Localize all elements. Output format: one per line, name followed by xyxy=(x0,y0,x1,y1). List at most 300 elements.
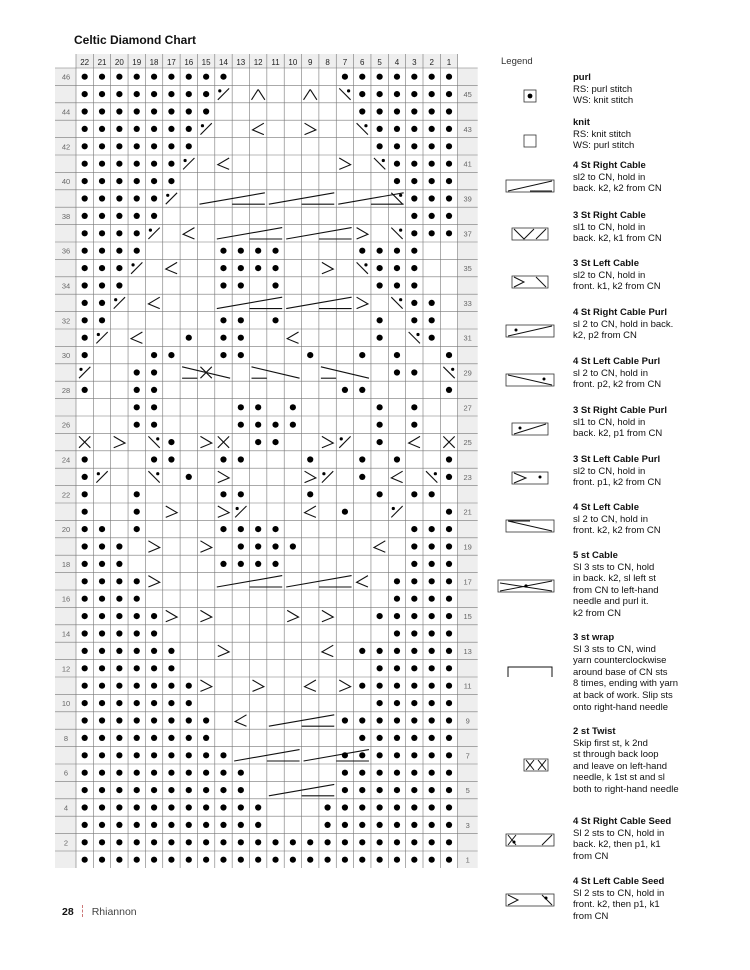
purl-stitch xyxy=(377,91,383,97)
purl-stitch xyxy=(238,543,244,549)
cable-symbol xyxy=(322,610,333,621)
purl-stitch xyxy=(82,509,88,515)
purl-stitch xyxy=(168,735,174,741)
purl-stitch xyxy=(99,248,105,254)
cable-symbol xyxy=(357,576,368,587)
cable-symbol xyxy=(114,436,125,447)
purl-stitch xyxy=(116,248,122,254)
row-number-odd: 19 xyxy=(463,542,472,552)
purl-stitch xyxy=(82,526,88,532)
purl-stitch xyxy=(307,456,313,462)
purl-stitch xyxy=(186,857,192,863)
purl-stitch xyxy=(203,822,209,828)
purl-stitch xyxy=(82,91,88,97)
purl-stitch xyxy=(82,108,88,114)
purl-stitch xyxy=(134,230,140,236)
purl-stitch xyxy=(290,543,296,549)
purl-stitch xyxy=(186,474,192,480)
purl-stitch xyxy=(220,770,226,776)
purl-stitch xyxy=(394,265,400,271)
purl-stitch xyxy=(342,387,348,393)
purl-stitch xyxy=(134,143,140,149)
purl-stitch xyxy=(82,248,88,254)
purl-stitch xyxy=(255,857,261,863)
legend-title: Legend xyxy=(501,56,533,67)
purl-stitch xyxy=(446,804,452,810)
legend-entry-description: back. k2, then p1, k1 xyxy=(573,839,661,851)
row-number-odd: 43 xyxy=(463,124,472,134)
purl-stitch xyxy=(429,735,435,741)
purl-stitch xyxy=(394,108,400,114)
purl-stitch xyxy=(342,74,348,80)
purl-stitch xyxy=(186,683,192,689)
purl-stitch xyxy=(220,335,226,341)
cable-symbol xyxy=(322,262,333,273)
purl-stitch xyxy=(99,717,105,723)
purl-stitch xyxy=(203,108,209,114)
row-number-even: 14 xyxy=(61,629,71,639)
purl-stitch xyxy=(429,839,435,845)
row-number-even: 22 xyxy=(61,490,71,500)
purl-stitch xyxy=(429,91,435,97)
purl-stitch xyxy=(116,230,122,236)
purl-stitch xyxy=(394,665,400,671)
purl-stitch xyxy=(82,352,88,358)
row-number-even: 36 xyxy=(61,246,71,256)
purl-stitch xyxy=(429,143,435,149)
purl-stitch xyxy=(116,74,122,80)
legend-entry-description: onto right-hand needle xyxy=(573,701,669,713)
purl-stitch xyxy=(82,770,88,776)
purl-stitch xyxy=(82,822,88,828)
cable-4-left-purl-symbol xyxy=(496,366,564,396)
purl-stitch xyxy=(394,752,400,758)
purl-stitch xyxy=(411,700,417,706)
column-number: 13 xyxy=(236,58,246,67)
purl-stitch xyxy=(359,74,365,80)
column-number: 7 xyxy=(342,58,348,67)
purl-stitch xyxy=(342,839,348,845)
purl-stitch xyxy=(446,108,452,114)
purl-stitch xyxy=(151,648,157,654)
purl-stitch xyxy=(394,735,400,741)
purl-stitch xyxy=(99,857,105,863)
purl-stitch xyxy=(116,770,122,776)
purl-stitch xyxy=(168,456,174,462)
purl-stitch xyxy=(411,248,417,254)
row-number-even: 24 xyxy=(61,455,71,465)
purl-stitch xyxy=(429,543,435,549)
purl-stitch xyxy=(203,804,209,810)
legend-entry-description: RS: knit stitch xyxy=(573,128,632,140)
purl-stitch xyxy=(186,787,192,793)
purl-stitch xyxy=(411,74,417,80)
row-number-even: 30 xyxy=(61,351,71,361)
purl-stitch xyxy=(238,335,244,341)
purl-stitch xyxy=(359,857,365,863)
cable-purl-dot xyxy=(236,507,239,510)
purl-stitch xyxy=(82,543,88,549)
purl-stitch xyxy=(429,126,435,132)
purl-stitch xyxy=(151,683,157,689)
row-number-odd: 3 xyxy=(465,820,470,830)
purl-stitch xyxy=(186,108,192,114)
purl-stitch xyxy=(446,630,452,636)
purl-stitch xyxy=(99,561,105,567)
purl-stitch xyxy=(411,213,417,219)
cable-purl-dot xyxy=(149,229,152,232)
column-number: 1 xyxy=(446,58,452,67)
column-number: 5 xyxy=(377,58,382,67)
cable-symbol xyxy=(253,123,264,134)
purl-stitch xyxy=(394,613,400,619)
purl-stitch xyxy=(359,787,365,793)
purl-stitch xyxy=(82,195,88,201)
purl-stitch xyxy=(377,265,383,271)
purl-stitch xyxy=(411,317,417,323)
purl-stitch xyxy=(446,126,452,132)
purl-stitch xyxy=(411,857,417,863)
purl-stitch xyxy=(151,822,157,828)
purl-stitch xyxy=(446,509,452,515)
cable-symbol xyxy=(200,610,211,621)
purl-stitch xyxy=(99,630,105,636)
cable-symbol xyxy=(148,297,159,308)
legend-text xyxy=(573,258,743,293)
cable-purl-dot xyxy=(79,368,82,371)
purl-stitch xyxy=(151,126,157,132)
purl-stitch xyxy=(151,839,157,845)
purl-stitch xyxy=(82,178,88,184)
purl-stitch xyxy=(411,822,417,828)
row-number-even: 12 xyxy=(61,664,71,674)
cable-3-left-symbol xyxy=(496,268,564,298)
purl-stitch xyxy=(116,126,122,132)
row-number-odd: 17 xyxy=(463,577,472,587)
purl-stitch xyxy=(134,161,140,167)
row-number-odd: 11 xyxy=(463,681,472,691)
legend-entry-name: 3 st wrap xyxy=(573,632,615,643)
row-number-even: 2 xyxy=(63,838,69,848)
row-number-odd: 23 xyxy=(463,472,472,482)
purl-stitch xyxy=(134,752,140,758)
cable-symbol xyxy=(391,471,402,482)
legend-entry-name: 4 St Right Cable Purl xyxy=(573,307,667,318)
purl-stitch xyxy=(238,839,244,845)
purl-stitch xyxy=(411,195,417,201)
purl-stitch xyxy=(377,248,383,254)
purl-stitch xyxy=(186,735,192,741)
cable-symbol xyxy=(357,297,368,308)
purl-stitch xyxy=(134,613,140,619)
purl-stitch xyxy=(168,857,174,863)
purl-stitch xyxy=(342,804,348,810)
row-number-even: 42 xyxy=(61,142,71,152)
purl-stitch xyxy=(359,752,365,758)
purl-stitch xyxy=(82,474,88,480)
celtic-diamond-chart xyxy=(55,50,480,868)
purl-stitch xyxy=(394,282,400,288)
legend-entry-name: 3 St Right Cable xyxy=(573,210,646,221)
row-number-odd: 13 xyxy=(463,646,472,656)
purl-stitch xyxy=(272,282,278,288)
purl-stitch xyxy=(82,804,88,810)
purl-stitch xyxy=(151,456,157,462)
purl-stitch xyxy=(82,456,88,462)
purl-stitch xyxy=(82,265,88,271)
purl-stitch xyxy=(134,422,140,428)
legend-entry-description: Sl 3 sts to CN, wind xyxy=(573,643,656,655)
purl-stitch xyxy=(359,717,365,723)
purl-stitch xyxy=(394,578,400,584)
legend-entry-description: in back. k2, sl left st xyxy=(573,573,656,585)
column-number: 6 xyxy=(360,58,365,67)
purl-stitch xyxy=(238,857,244,863)
purl-stitch xyxy=(377,143,383,149)
purl-stitch xyxy=(238,352,244,358)
purl-stitch xyxy=(220,561,226,567)
row-number-even: 4 xyxy=(63,803,69,813)
row-number-odd: 15 xyxy=(463,612,472,622)
purl-stitch xyxy=(411,665,417,671)
purl-stitch xyxy=(411,648,417,654)
purl-stitch xyxy=(411,543,417,549)
purl-stitch xyxy=(446,578,452,584)
purl-stitch xyxy=(411,561,417,567)
purl-stitch xyxy=(238,282,244,288)
purl-stitch xyxy=(446,770,452,776)
purl-stitch xyxy=(168,143,174,149)
purl-stitch xyxy=(116,683,122,689)
purl-stitch xyxy=(99,839,105,845)
page-number: 28 xyxy=(62,906,74,918)
wrap-3-symbol xyxy=(496,657,564,687)
cable-symbol xyxy=(166,610,177,621)
purl-stitch xyxy=(429,665,435,671)
legend-entry-description: back. k2, k1 from CN xyxy=(573,233,662,245)
purl-stitch xyxy=(411,404,417,410)
column-number: 14 xyxy=(219,58,228,67)
purl-stitch xyxy=(134,596,140,602)
cable-purl-dot xyxy=(451,368,454,371)
purl-stitch xyxy=(186,126,192,132)
running-title: Rhiannon xyxy=(91,906,137,918)
row-number-odd: 45 xyxy=(463,90,472,100)
purl-stitch xyxy=(446,717,452,723)
purl-stitch xyxy=(220,352,226,358)
purl-stitch xyxy=(272,857,278,863)
column-number: 21 xyxy=(97,58,107,67)
legend-text xyxy=(573,160,743,195)
purl-stitch xyxy=(377,282,383,288)
purl-stitch xyxy=(220,857,226,863)
legend-entry-name: 5 st Cable xyxy=(573,550,618,561)
cable-symbol xyxy=(166,262,177,273)
purl-stitch xyxy=(324,839,330,845)
purl-stitch xyxy=(377,335,383,341)
purl-stitch xyxy=(99,108,105,114)
purl-stitch xyxy=(82,491,88,497)
purl-stitch xyxy=(116,213,122,219)
row-number-even: 44 xyxy=(61,107,71,117)
cable-purl-dot xyxy=(364,124,367,127)
purl-stitch xyxy=(116,596,122,602)
purl-stitch xyxy=(255,822,261,828)
purl-stitch xyxy=(324,822,330,828)
purl-stitch xyxy=(168,126,174,132)
purl-stitch xyxy=(411,143,417,149)
purl-stitch xyxy=(99,526,105,532)
cable-symbol xyxy=(258,89,265,99)
purl-stitch xyxy=(116,752,122,758)
cable-symbol xyxy=(339,680,350,691)
purl-stitch xyxy=(134,509,140,515)
purl-stitch xyxy=(220,526,226,532)
purl-stitch xyxy=(82,596,88,602)
purl-stitch xyxy=(82,613,88,619)
legend-text xyxy=(573,726,743,796)
purl-stitch xyxy=(411,178,417,184)
row-number-even: 32 xyxy=(61,316,71,326)
purl-stitch xyxy=(359,474,365,480)
legend-entry-description: needle, k 1st st and sl xyxy=(573,772,665,784)
purl-stitch xyxy=(342,509,348,515)
purl-stitch xyxy=(429,630,435,636)
legend-text xyxy=(573,876,743,922)
purl-stitch xyxy=(255,439,261,445)
purl-stitch xyxy=(134,74,140,80)
cable-purl-dot xyxy=(97,333,100,336)
purl-stitch xyxy=(99,126,105,132)
purl-stitch xyxy=(411,839,417,845)
purl-stitch xyxy=(446,213,452,219)
purl-stitch xyxy=(220,456,226,462)
purl-stitch xyxy=(116,700,122,706)
purl-stitch xyxy=(446,613,452,619)
purl-stitch xyxy=(116,857,122,863)
purl-stitch xyxy=(429,161,435,167)
purl-stitch xyxy=(168,439,174,445)
purl-stitch xyxy=(99,282,105,288)
purl-stitch xyxy=(429,648,435,654)
purl-stitch xyxy=(238,561,244,567)
purl-stitch xyxy=(411,630,417,636)
purl-stitch xyxy=(394,787,400,793)
column-number: 12 xyxy=(253,58,263,67)
purl-stitch xyxy=(411,787,417,793)
cable-symbol xyxy=(183,228,194,239)
purl-stitch xyxy=(359,387,365,393)
purl-stitch xyxy=(99,700,105,706)
row-number-odd: 7 xyxy=(465,751,470,761)
legend-entry-description: sl1 to CN, hold in xyxy=(573,221,646,233)
purl-stitch xyxy=(151,195,157,201)
column-number: 18 xyxy=(149,58,159,67)
purl-stitch xyxy=(99,230,105,236)
twist-2-symbol xyxy=(496,751,564,781)
purl-stitch xyxy=(446,665,452,671)
purl-stitch xyxy=(134,648,140,654)
purl-stitch xyxy=(151,630,157,636)
cable-symbol xyxy=(253,680,264,691)
cable-symbol xyxy=(252,367,300,378)
purl-stitch xyxy=(151,213,157,219)
cable-symbol xyxy=(200,680,211,691)
purl-stitch xyxy=(134,665,140,671)
purl-stitch xyxy=(99,213,105,219)
cable-symbol xyxy=(166,506,177,517)
purl-stitch xyxy=(272,526,278,532)
cable-symbol xyxy=(357,228,368,239)
purl-stitch xyxy=(272,317,278,323)
legend-entry-description: needle and purl it. xyxy=(573,596,649,608)
legend-entry-description: from CN to left-hand xyxy=(573,584,659,596)
purl-stitch xyxy=(411,108,417,114)
row-number-odd: 5 xyxy=(465,786,470,796)
row-number-even: 40 xyxy=(61,177,71,187)
purl-stitch xyxy=(377,717,383,723)
purl-stitch xyxy=(82,630,88,636)
purl-stitch xyxy=(134,717,140,723)
purl-stitch xyxy=(82,143,88,149)
purl-stitch xyxy=(411,282,417,288)
purl-stitch xyxy=(446,839,452,845)
purl-stitch xyxy=(394,822,400,828)
purl-stitch xyxy=(186,770,192,776)
purl-stitch xyxy=(411,717,417,723)
purl-stitch xyxy=(220,491,226,497)
purl-stitch xyxy=(359,648,365,654)
purl-stitch xyxy=(220,317,226,323)
purl-stitch xyxy=(203,787,209,793)
purl-stitch xyxy=(411,526,417,532)
cable-symbol xyxy=(339,158,350,169)
cable-purl-dot xyxy=(322,472,325,475)
purl-stitch xyxy=(394,91,400,97)
purl-stitch xyxy=(307,352,313,358)
purl-stitch xyxy=(272,561,278,567)
purl-stitch xyxy=(272,439,278,445)
cable-symbol xyxy=(252,89,259,99)
purl-stitch xyxy=(429,700,435,706)
purl-stitch xyxy=(429,195,435,201)
purl-stitch xyxy=(168,752,174,758)
purl-stitch xyxy=(82,665,88,671)
purl-stitch xyxy=(446,352,452,358)
cable-symbol xyxy=(218,471,229,482)
purl-stitch xyxy=(99,265,105,271)
purl-stitch xyxy=(116,543,122,549)
purl-stitch xyxy=(99,178,105,184)
purl-stitch xyxy=(134,491,140,497)
purl-stitch xyxy=(272,265,278,271)
purl-stitch xyxy=(82,317,88,323)
purl-stitch xyxy=(238,526,244,532)
legend-text xyxy=(573,117,743,152)
row-number-odd: 27 xyxy=(463,403,472,413)
purl-stitch xyxy=(446,178,452,184)
purl-stitch xyxy=(134,787,140,793)
purl-stitch xyxy=(255,804,261,810)
purl-stitch xyxy=(151,717,157,723)
purl-stitch xyxy=(82,282,88,288)
purl-stitch xyxy=(394,700,400,706)
purl-stitch xyxy=(134,195,140,201)
purl-stitch xyxy=(394,74,400,80)
cable-purl-dot xyxy=(218,89,221,92)
purl-stitch xyxy=(377,700,383,706)
purl-stitch xyxy=(429,613,435,619)
